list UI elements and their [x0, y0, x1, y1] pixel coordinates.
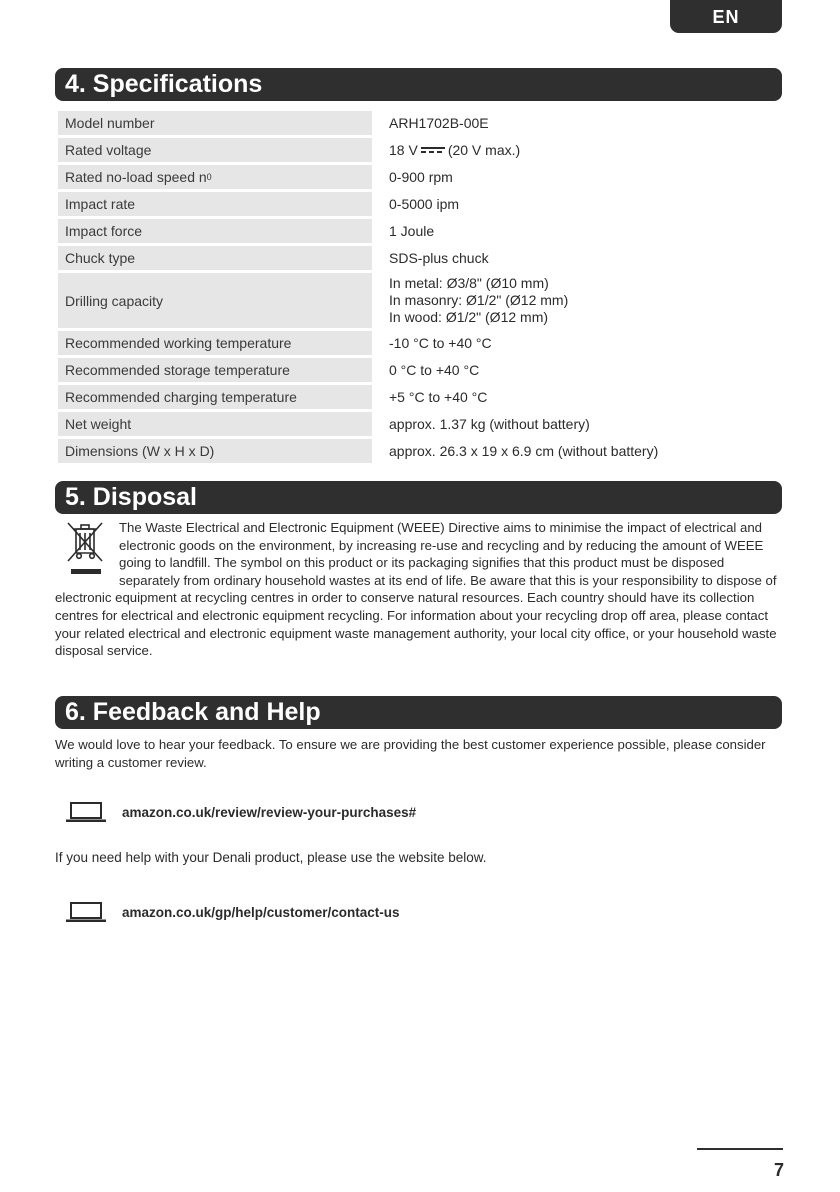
review-link[interactable]: amazon.co.uk/review/review-your-purchases#	[122, 804, 417, 820]
spec-value	[383, 273, 782, 328]
spec-value: ARH1702B-00E	[389, 115, 489, 131]
page-number: 7	[773, 1160, 784, 1180]
spec-row-model-number	[58, 111, 782, 135]
spec-label: Recommended charging temperature	[58, 385, 372, 409]
spec-row-storage-temperature	[58, 358, 782, 382]
spec-label: Drilling capacity	[58, 273, 372, 328]
spec-label	[58, 165, 372, 189]
spec-value: approx. 1.37 kg (without battery)	[389, 416, 590, 432]
help-link-row[interactable]	[66, 901, 400, 923]
weee-crossed-bin-icon	[59, 519, 111, 579]
spec-value: +5 °C to +40 °C	[389, 389, 488, 405]
spec-row-charging-temperature	[58, 385, 782, 409]
direct-current-icon	[421, 146, 445, 154]
spec-label: Model number	[58, 111, 372, 135]
spec-row-impact-rate	[58, 192, 782, 216]
spec-value: 0 °C to +40 °C	[389, 362, 480, 378]
drilling-capacity-masonry: In masonry: Ø1/2" (Ø12 mm)	[389, 292, 569, 308]
spec-row-working-temperature	[58, 331, 782, 355]
feedback-intro: We would love to hear your feedback. To ensure we are providing the best customer experience possible, please consider writing a customer review.	[55, 737, 766, 770]
spec-label: Recommended storage temperature	[58, 358, 372, 382]
spec-row-rated-voltage	[58, 138, 782, 162]
spec-value: 0-5000 ipm	[389, 196, 460, 212]
spec-row-net-weight	[58, 412, 782, 436]
disposal-paragraph: The Waste Electrical and Electronic Equipment (WEEE) Directive aims to minimise the impact of electrical and electronic goods on the environment, by increasing re-use and recycling and by reducing the amount of WEEE going to landfill. The symbol on this product or its packaging signifies that this product must be disposed separately from ordinary household wastes at its end of life. Be aware that this is your responsibility to dispose of electronic equipment at recycling centres in order to conserve natural resources. Each country should have its collection centres for electrical and electronic equipment recycling. For information about your recycling drop off area, please contact your related electrical and electronic equipment waste management authority, your local city office, or your household waste disposal service.	[55, 520, 777, 659]
spec-label: Impact rate	[58, 192, 372, 216]
disposal-heading: 5. Disposal	[55, 481, 782, 514]
voltage-value: 18 V	[389, 142, 418, 158]
spec-row-drilling-capacity	[58, 273, 782, 328]
spec-label: Net weight	[58, 412, 372, 436]
language-tab: EN	[670, 0, 782, 33]
drilling-capacity-metal: In metal: Ø3/8" (Ø10 mm)	[389, 275, 549, 291]
spec-value: approx. 26.3 x 19 x 6.9 cm (without battery)	[389, 443, 659, 459]
disposal-body	[55, 519, 782, 660]
spec-value: 1 Joule	[389, 223, 435, 239]
help-text: If you need help with your Denali product, please use the website below.	[55, 850, 487, 865]
spec-label: Dimensions (W x H x D)	[58, 439, 372, 463]
spec-value: 0-900 rpm	[389, 169, 453, 185]
spec-row-dimensions	[58, 439, 782, 463]
spec-value: SDS-plus chuck	[389, 250, 489, 266]
voltage-max: (20 V max.)	[447, 142, 521, 158]
specifications-table	[58, 111, 782, 466]
footer-rule	[697, 1148, 783, 1150]
spec-label: Rated voltage	[58, 138, 372, 162]
specifications-heading: 4. Specifications	[55, 68, 782, 101]
drilling-capacity-wood: In wood: Ø1/2" (Ø12 mm)	[389, 309, 549, 325]
spec-value: -10 °C to +40 °C	[389, 335, 492, 351]
spec-row-impact-force	[58, 219, 782, 243]
laptop-icon	[66, 801, 106, 823]
spec-row-no-load-speed	[58, 165, 782, 189]
spec-label: Chuck type	[58, 246, 372, 270]
laptop-icon	[66, 901, 106, 923]
spec-label: Impact force	[58, 219, 372, 243]
feedback-heading: 6. Feedback and Help	[55, 696, 782, 729]
spec-row-chuck-type	[58, 246, 782, 270]
help-link[interactable]: amazon.co.uk/gp/help/customer/contact-us	[122, 904, 400, 920]
spec-label: Recommended working temperature	[58, 331, 372, 355]
spec-value	[383, 138, 782, 162]
spec-label-text: Rated no-load speed n	[65, 169, 207, 185]
review-link-row[interactable]	[66, 801, 416, 823]
spec-label-subscript: 0	[206, 172, 212, 182]
